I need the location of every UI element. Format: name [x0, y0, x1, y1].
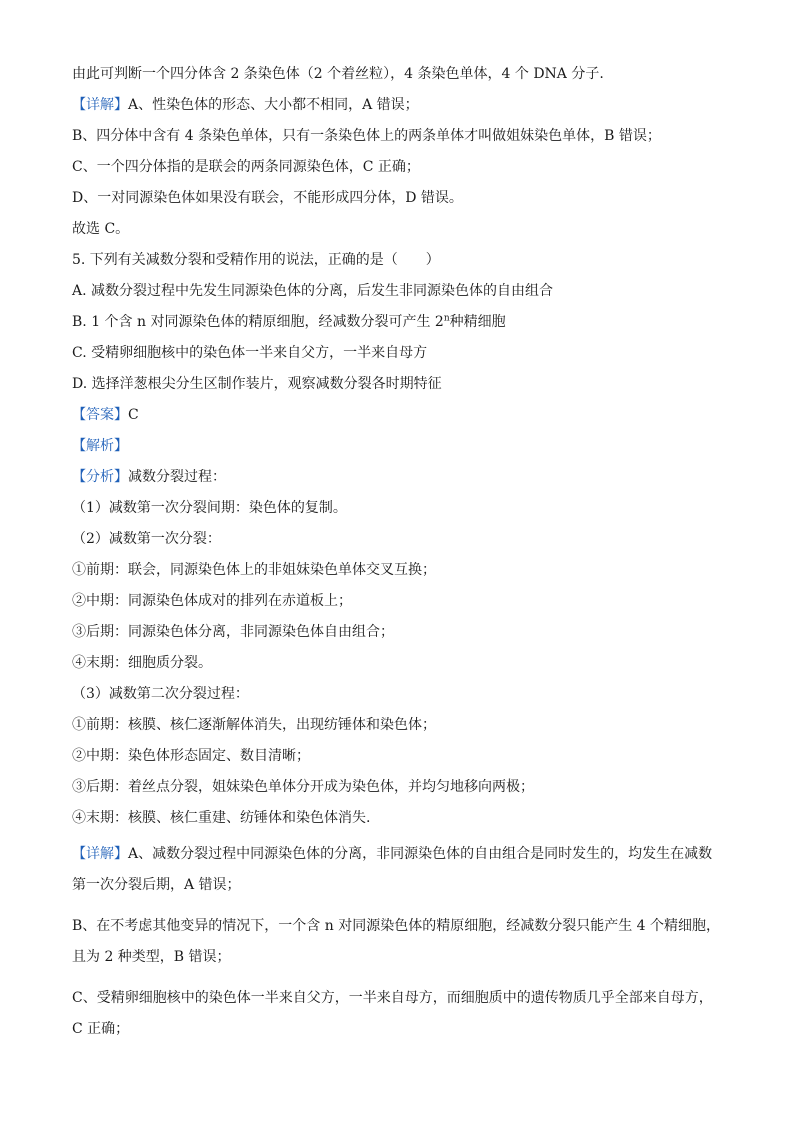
text-line	[72, 529, 722, 560]
explanation-paragraph	[72, 839, 722, 901]
option-d	[72, 374, 722, 405]
explanation-paragraph	[72, 983, 722, 1045]
line-text: 故选 C。	[72, 221, 130, 237]
text-line	[72, 219, 722, 250]
text-line	[72, 498, 722, 529]
line-text: ③后期：同源染色体分离，非同源染色体自由组合；	[72, 624, 394, 640]
answer-line	[72, 405, 722, 436]
section-mid	[72, 343, 722, 839]
line-text: 由此可判断一个四分体含 2 条染色体（2 个着丝粒），4 条染色单体，4 个 DNA 分子.	[72, 66, 604, 82]
text-line	[72, 684, 722, 715]
option-b-suffix: 种精细胞	[449, 314, 506, 330]
line-text: C. 受精卵细胞核中的染色体一半来自父方，一半来自母方	[72, 345, 428, 361]
option-a	[72, 281, 722, 312]
line-text: 5. 下列有关减数分裂和受精作用的说法，正确的是（ ）	[72, 252, 440, 268]
question-stem	[72, 250, 722, 281]
line-text: D. 选择洋葱根尖分生区制作装片，观察减数分裂各时期特征	[72, 376, 442, 392]
answer-tag: 【答案】	[72, 407, 128, 423]
line-text: （2）减数第一次分裂：	[72, 531, 221, 547]
text-line	[72, 188, 722, 219]
option-b-text: B. 1 个含 n 对同源染色体的精原细胞，经减数分裂可产生 2	[72, 314, 444, 330]
line-text: ④末期：核膜、核仁重建、纺锤体和染色体消失.	[72, 810, 371, 826]
line-text: （1）减数第一次分裂间期：染色体的复制。	[72, 500, 347, 516]
line-text: ①前期：联会，同源染色体上的非姐妹染色单体交叉互换；	[72, 562, 436, 578]
text-line	[72, 126, 722, 157]
section-explanation	[72, 839, 722, 1045]
document-page	[72, 64, 722, 1055]
line-text: A、性染色体的形态、大小都不相同，A 错误；	[128, 97, 419, 113]
text-line	[72, 777, 722, 808]
line-text: ③后期：着丝点分裂，姐妹染色单体分开成为染色体，并均匀地移向两极；	[72, 779, 534, 795]
paragraph-text: C、受精卵细胞核中的染色体一半来自父方，一半来自母方，而细胞质中的遗传物质几乎全部来自母方，C 正确；	[72, 990, 713, 1037]
analysis-tag: 【解析】	[72, 438, 128, 454]
option-c	[72, 343, 722, 374]
explanation-paragraph	[72, 911, 722, 973]
text-line	[72, 622, 722, 653]
line-text: （3）减数第二次分裂过程：	[72, 686, 249, 702]
line-text: C、一个四分体指的是联会的两条同源染色体，C 正确；	[72, 159, 420, 175]
section-tag: 【分析】	[72, 469, 128, 485]
line-text: ②中期：同源染色体成对的排列在赤道板上；	[72, 593, 352, 609]
explanation-tag: 【详解】	[72, 846, 128, 862]
line-text: B、四分体中含有 4 条染色单体，只有一条染色体上的两条单体才叫做姐妹染色单体，B 错误；	[72, 128, 661, 144]
text-line	[72, 560, 722, 591]
text-line	[72, 808, 722, 839]
answer-value: C	[128, 407, 139, 423]
section-top	[72, 64, 722, 312]
line-text: D、一对同源染色体如果没有联会，不能形成四分体，D 错误。	[72, 190, 463, 206]
line-text: 减数分裂过程：	[128, 469, 226, 485]
analysis-heading	[72, 436, 722, 467]
line-text: ②中期：染色体形态固定、数目清晰；	[72, 748, 310, 764]
text-line	[72, 591, 722, 622]
section-tag: 【详解】	[72, 97, 128, 113]
text-line	[72, 95, 722, 126]
line-text: ①前期：核膜、核仁逐渐解体消失，出现纺锤体和染色体；	[72, 717, 436, 733]
paragraph-text: A、减数分裂过程中同源染色体的分离，非同源染色体的自由组合是同时发生的，均发生在减数第一次分裂后期，A 错误；	[72, 846, 713, 893]
text-line	[72, 64, 722, 95]
paragraph-text: B、在不考虑其他变异的情况下，一个含 n 对同源染色体的精原细胞，经减数分裂只能产生 4 个精细胞，且为 2 种类型，B 错误；	[72, 918, 721, 965]
option-b	[72, 312, 722, 343]
option-b-exponent: n	[443, 313, 450, 324]
text-line	[72, 653, 722, 684]
text-line	[72, 715, 722, 746]
line-text: A. 减数分裂过程中先发生同源染色体的分离，后发生非同源染色体的自由组合	[72, 283, 554, 299]
text-line	[72, 746, 722, 777]
line-text: ④末期：细胞质分裂。	[72, 655, 212, 671]
text-line	[72, 467, 722, 498]
text-line	[72, 157, 722, 188]
